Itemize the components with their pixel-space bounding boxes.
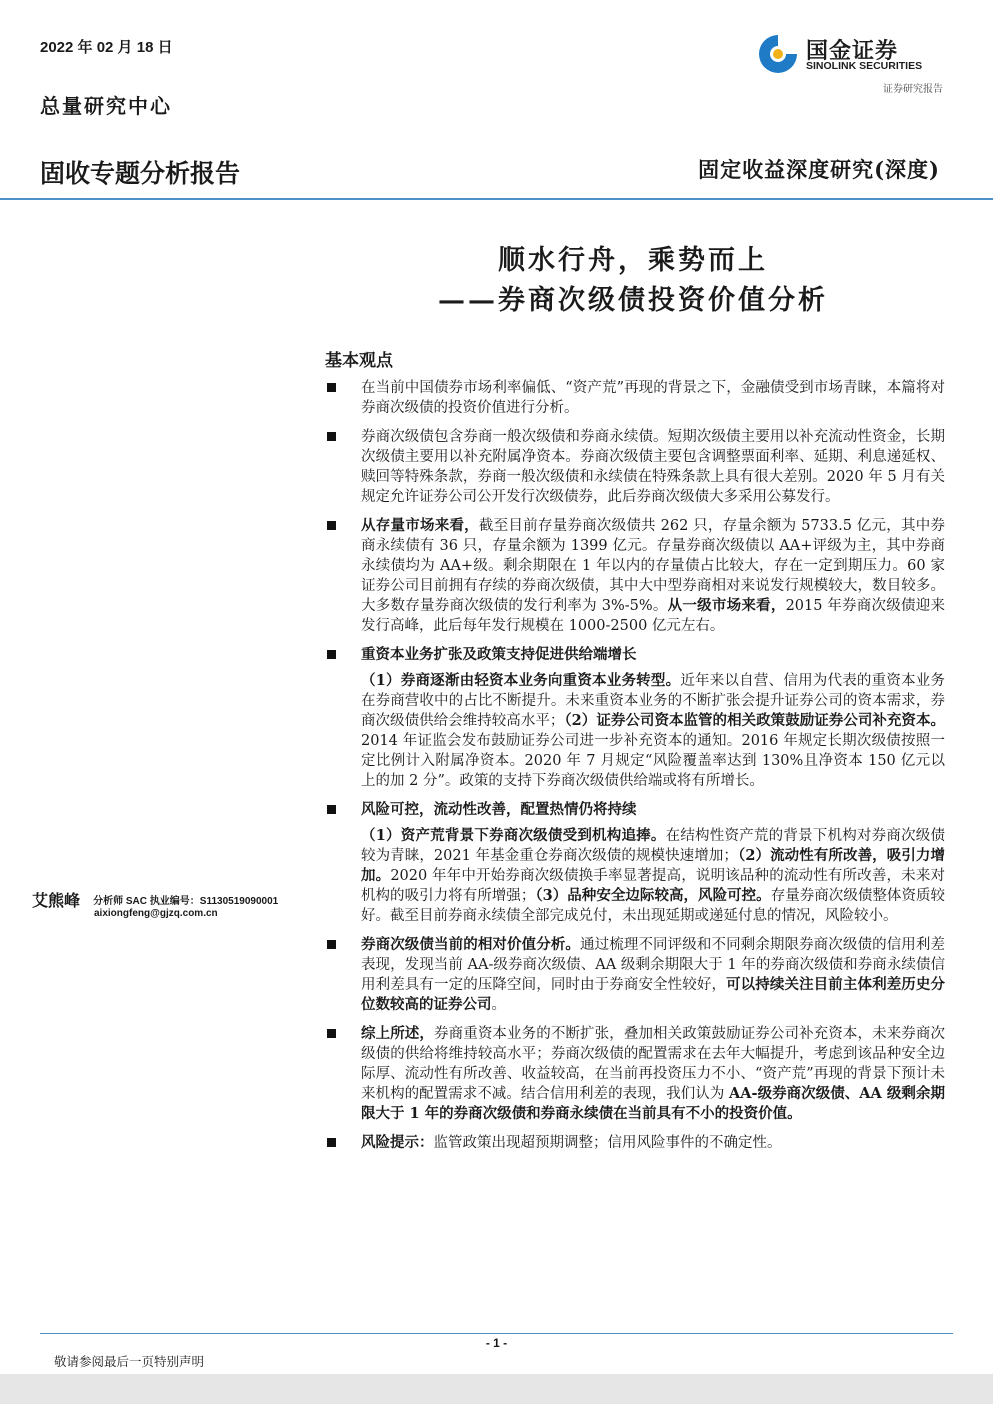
square-bullet-icon bbox=[327, 650, 336, 659]
section-heading: 基本观点 bbox=[325, 351, 393, 371]
analyst-email[interactable]: aixiongfeng@gjzq.com.cn bbox=[94, 908, 218, 919]
report-date: 2022 年 02 月 18 日 bbox=[40, 39, 173, 56]
report-title: 顺水行舟，乘势而上 bbox=[498, 245, 768, 276]
emphasis-text: （1）资产荒背景下券商次级债受到机构追捧。 bbox=[361, 827, 666, 844]
analyst-role: 分析师 SAC 执业编号：S1130519090001 bbox=[93, 896, 279, 907]
body-text: 存量券商次级债整体资质较好。截至目前券商永续债全部完成兑付，未出现延期或递延付息的情况，风险较小。 bbox=[361, 888, 946, 924]
key-point bbox=[325, 1133, 945, 1153]
emphasis-text: 风险提示： bbox=[361, 1134, 434, 1151]
footer-divider bbox=[40, 1333, 953, 1334]
emphasis-text: （1）券商逐渐由轻资本业务向重资本业务转型。 bbox=[361, 672, 681, 689]
key-point bbox=[325, 516, 945, 636]
body-text: 2015 年券商次级债迎来发行高峰，此后每年发行规模在 1000-2500 亿元左右。 bbox=[361, 598, 946, 634]
key-point-text bbox=[361, 935, 945, 1015]
square-bullet-icon bbox=[327, 940, 336, 949]
emphasis-text: 可以持续关注目前主体利差历史分位数较高的证券公司 bbox=[361, 976, 945, 1013]
square-bullet-icon bbox=[327, 1029, 336, 1038]
square-bullet-icon bbox=[327, 383, 336, 392]
emphasis-text: 综上所述， bbox=[361, 1025, 435, 1042]
key-point bbox=[325, 1024, 945, 1124]
research-center: 总量研究中心 bbox=[40, 94, 172, 118]
key-point bbox=[325, 800, 945, 926]
key-point bbox=[325, 378, 945, 418]
key-point bbox=[325, 645, 945, 791]
key-point-text bbox=[361, 800, 945, 820]
body-text: 在当前中国债券市场利率偏低、“资产荒”再现的背景之下，金融债受到市场青睐，本篇将对券商次级债的投资价值进行分析。 bbox=[361, 380, 945, 416]
square-bullet-icon bbox=[327, 432, 336, 441]
analyst-info bbox=[32, 888, 279, 919]
page-number: - 1 - bbox=[485, 1336, 508, 1350]
footer-band bbox=[0, 1374, 993, 1404]
report-subtitle: ——券商次级债投资价值分析 bbox=[438, 285, 828, 316]
report-type: 固收专题分析报告 bbox=[40, 160, 241, 188]
body-text: 通过梳理不同评级和不同剩余期限券商次级债的信用利差表现，发现当前 AA-级券商次级债、AA 级剩余期限大于 1 年的券商次级债和券商永续债信用利差具有一定的压降空间，同时由于券商安全性较好， bbox=[361, 937, 946, 993]
key-point-text bbox=[361, 378, 945, 418]
key-point-text bbox=[361, 516, 945, 636]
body-text: 在结构性资产荒的背景下机构对券商次级债较为青睐，2021 年基金重仓券商次级债的规模快速增加； bbox=[361, 828, 946, 864]
sinolink-logo-icon bbox=[756, 32, 800, 76]
key-point-detail bbox=[361, 826, 945, 926]
emphasis-text: 券商次级债当前的相对价值分析。 bbox=[361, 936, 581, 953]
emphasis-text: （2）流动性有所改善，吸引力增加。 bbox=[361, 847, 945, 884]
header-divider bbox=[0, 198, 993, 200]
key-point-text bbox=[361, 427, 945, 507]
key-point-text bbox=[361, 1133, 945, 1153]
emphasis-text: （2）证券公司资本监管的相关政策鼓励证券公司补充资本。 bbox=[564, 712, 945, 729]
square-bullet-icon bbox=[327, 805, 336, 814]
key-point-detail bbox=[361, 671, 945, 791]
key-point-text bbox=[361, 645, 945, 665]
logo-chinese-name: 国金证券 bbox=[806, 38, 899, 63]
disclaimer-note: 敬请参阅最后一页特别声明 bbox=[54, 1354, 205, 1369]
emphasis-text: 风险可控，流动性改善，配置热情仍将持续 bbox=[361, 801, 637, 818]
key-point bbox=[325, 427, 945, 507]
body-text: 券商次级债包含券商一般次级债和券商永续债。短期次级债主要用以补充流动性资金，长期次级债主要用以补充附属净资本。券商次级债主要包含调整票面利率、延期、利息递延权、赎回等特殊条款，券商一般次级债和永续债在特殊条款上具有很大差别。2020 年 5 月有关规定允许证券公司公开发行次级债券，此后券商次级债大多采用公募发行。 bbox=[361, 429, 945, 505]
key-point bbox=[325, 935, 945, 1015]
square-bullet-icon bbox=[327, 521, 336, 530]
emphasis-text: 从一级市场来看， bbox=[667, 597, 786, 614]
body-text: 近年来以自营、信用为代表的重资本业务在券商营收中的占比不断提升。未来重资本业务的不断扩张会提升证券公司的资本需求，券商次级债供给会维持较高水平； bbox=[361, 673, 946, 729]
report-subtype: 固定收益深度研究(深度) bbox=[698, 157, 940, 182]
body-text: 。 bbox=[491, 997, 506, 1013]
key-points-list bbox=[325, 378, 945, 1162]
body-text: 截至目前存量券商次级债共 262 只，存量余额为 5733.5 亿元，其中券商永续债有 36 只，存量余额为 1399 亿元。存量券商次级债以 AA+评级为主，其中券商永续债均为 AA+级。剩余期限在 1 年以内的存量债占比较大，存在一定到期压力。60 家证券公司目前拥有存续的券商次级债，其中大中型券商相对来说发行规模较大，数目较多。大多数存量券商次级债的发行利率为 3%-5%。 bbox=[361, 518, 945, 614]
body-text: 监管政策出现超预期调整；信用风险事件的不确定性。 bbox=[433, 1135, 782, 1151]
key-point-text bbox=[361, 1024, 945, 1124]
emphasis-text: 重资本业务扩张及政策支持促进供给端增长 bbox=[361, 646, 637, 663]
body-text: 券商重资本业务的不断扩张，叠加相关政策鼓励证券公司补充资本，未来券商次级债的供给将维持较高水平；券商次级债的配置需求在去年大幅提升，考虑到该品种安全边际厚、流动性有所改善、收益较高，在当前再投资压力不小、“资产荒”再现的背景下预计未来机构的配置需求不减。结合信用利差的表现，我们认为 bbox=[361, 1026, 945, 1102]
body-text: 2020 年年中开始券商次级债换手率显著提高，说明该品种的流动性有所改善，未来对机构的吸引力将有所增强； bbox=[361, 868, 945, 904]
emphasis-text: 从存量市场来看， bbox=[361, 517, 479, 534]
logo-english-name: SINOLINK SECURITIES bbox=[806, 60, 923, 72]
body-text: 2014 年证监会发布鼓励证券公司进一步补充资本的通知。2016 年规定长期次级债按照一定比例计入附属净资本。2020 年 7 月规定“风险覆盖率达到 130%且净资本 150 亿元以上的加 2 分”。政策的支持下券商次级债供给端或将有所增长。 bbox=[361, 733, 945, 789]
emphasis-text: AA-级券商次级债、AA 级剩余期限大于 1 年的券商次级债和券商永续债在当前具有不小的投资价值。 bbox=[361, 1085, 945, 1122]
emphasis-text: （3）品种安全边际较高，风险可控。 bbox=[535, 887, 771, 904]
analyst-name: 艾熊峰 bbox=[32, 891, 81, 910]
square-bullet-icon bbox=[327, 1138, 336, 1147]
logo-tagline: 证券研究报告 bbox=[883, 84, 943, 95]
